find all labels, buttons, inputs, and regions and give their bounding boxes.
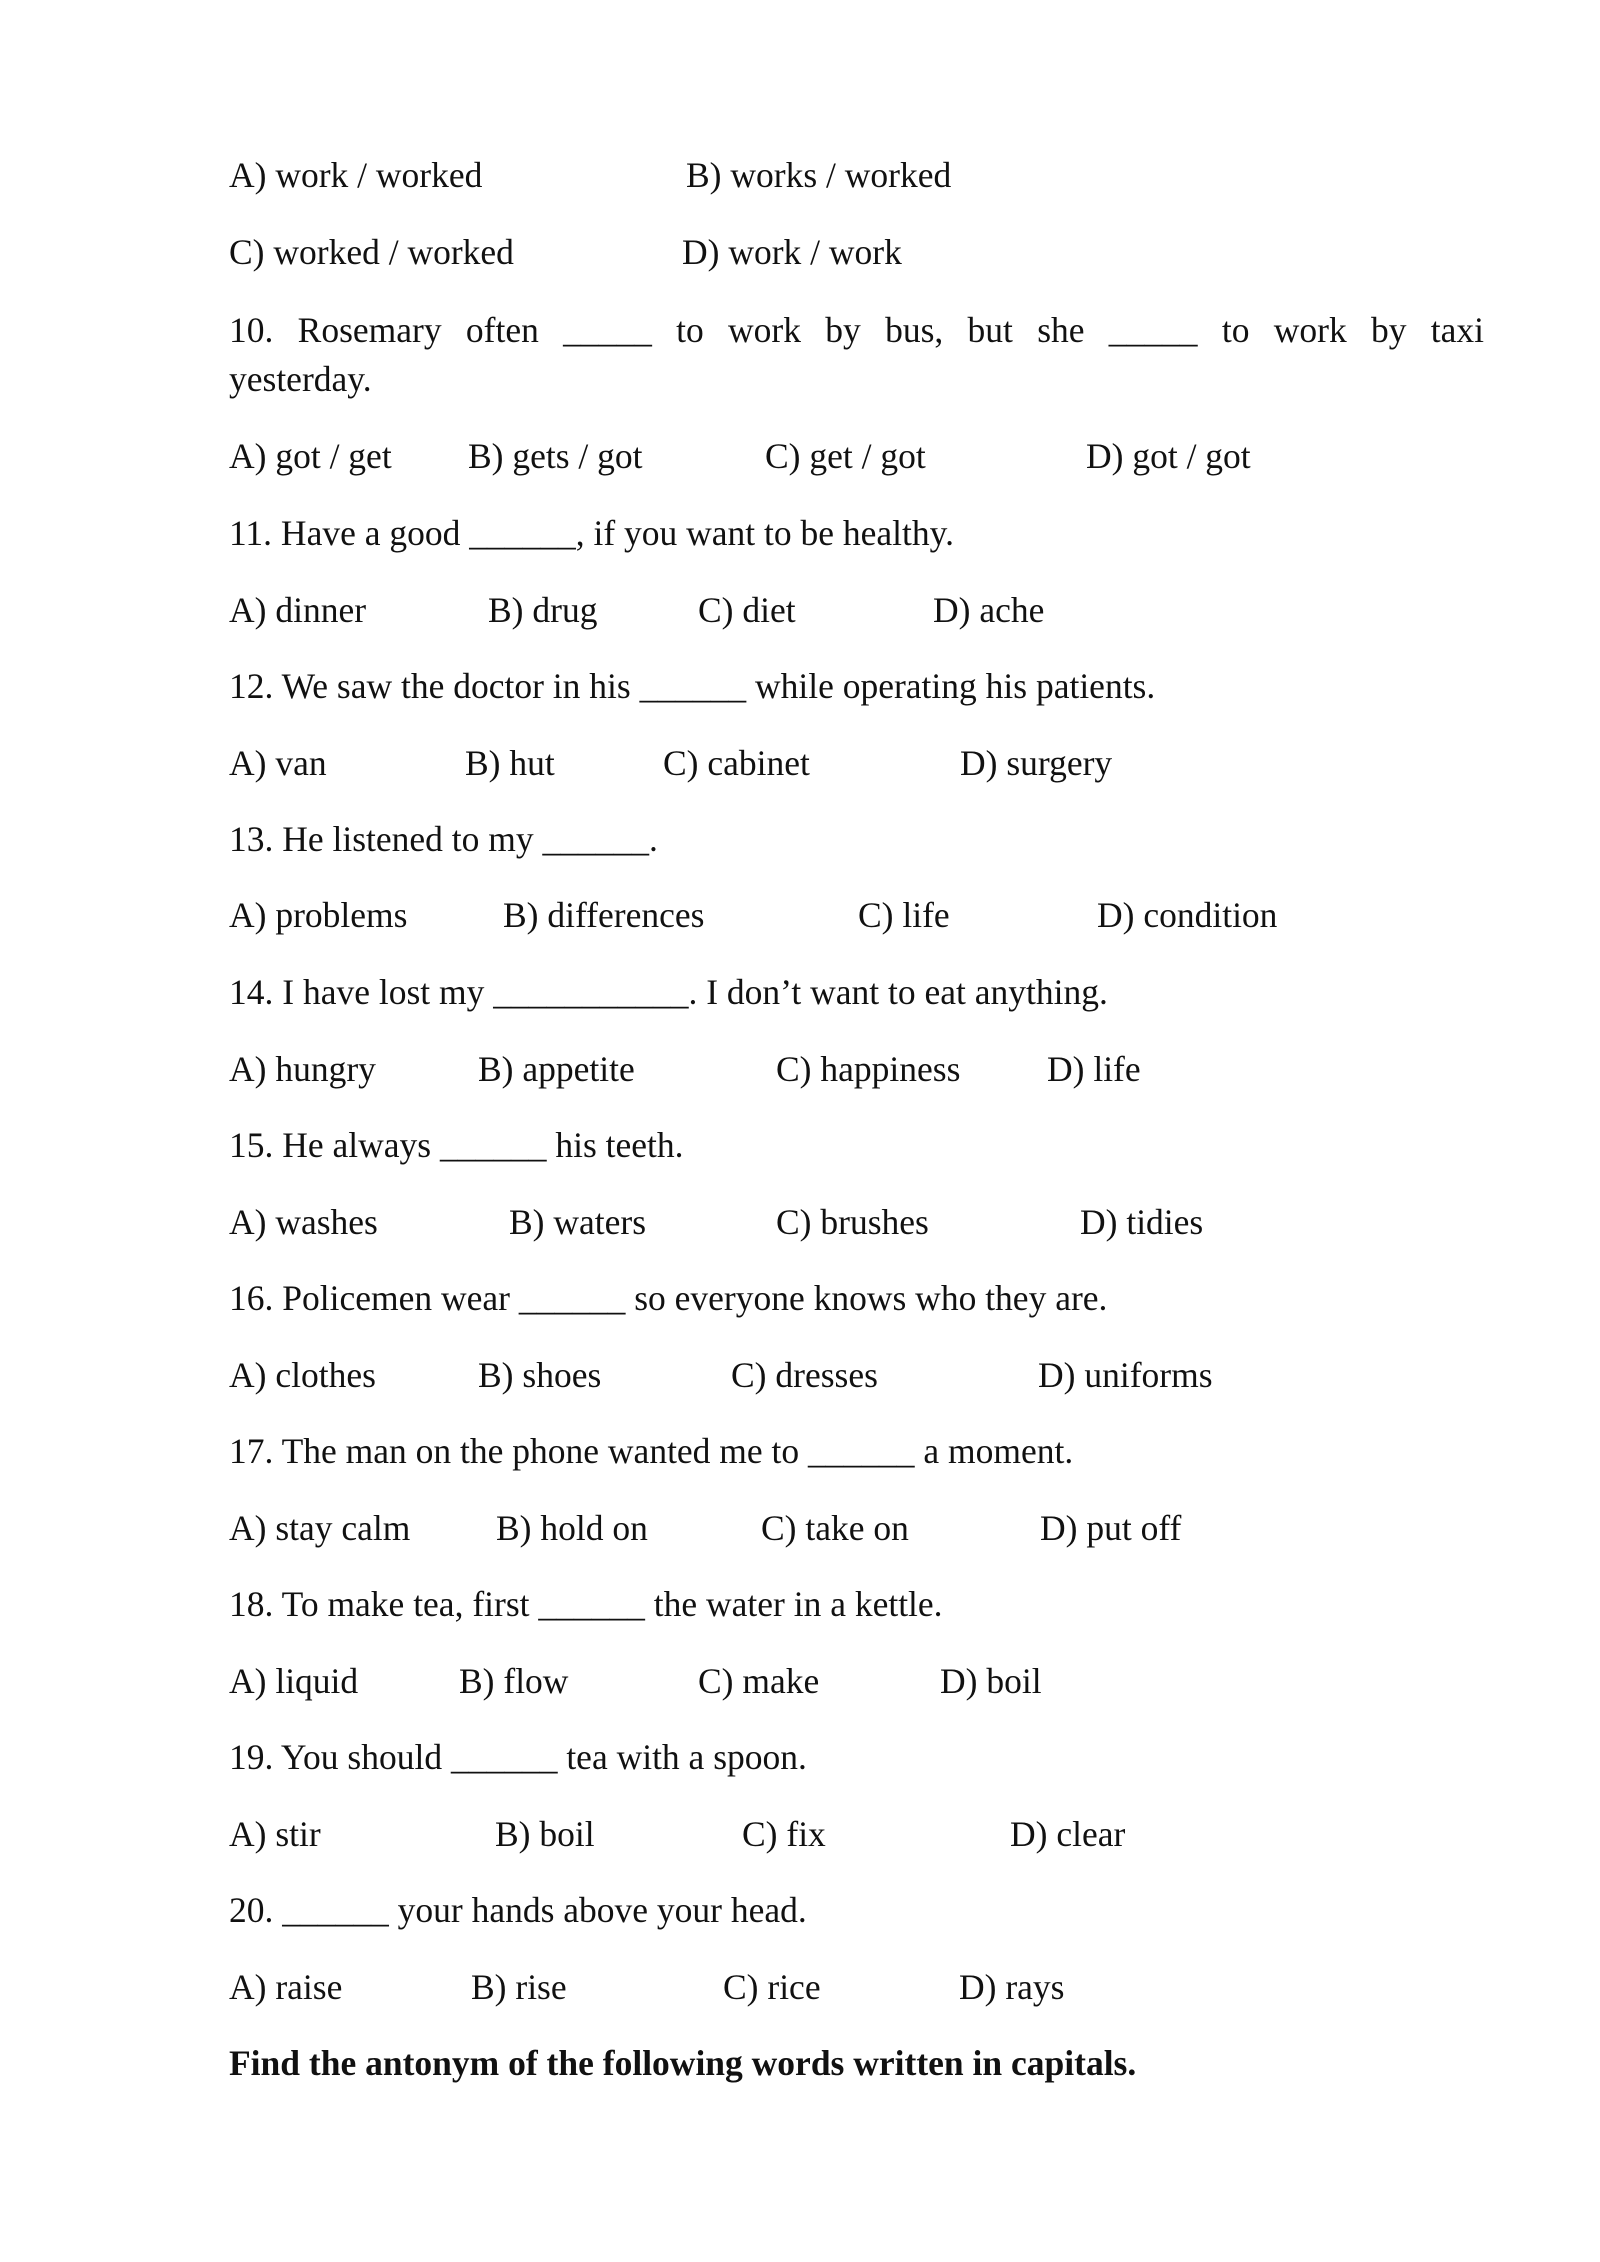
q10-question: 10. Rosemary often _____ to work by bus, but she _____ to work by taxi [229, 310, 1484, 350]
q13-option-d: D) condition [1097, 895, 1278, 935]
q15-option-c: C) brushes [776, 1202, 929, 1242]
q17-option-c: C) take on [761, 1508, 909, 1548]
q16-question: 16. Policemen wear ______ so everyone knows who they are. [229, 1278, 1108, 1318]
q12-option-a: A) van [229, 743, 327, 783]
q13-option-c: C) life [858, 895, 950, 935]
q20-option-c: C) rice [723, 1967, 821, 2007]
q16-option-a: A) clothes [229, 1355, 376, 1395]
q17-option-d: D) put off [1040, 1508, 1182, 1548]
q18-option-c: C) make [698, 1661, 820, 1701]
q10-option-a: A) got / get [229, 436, 392, 476]
q15-option-b: B) waters [509, 1202, 647, 1242]
q9-option-d: D) work / work [682, 232, 902, 272]
q15-question: 15. He always ______ his teeth. [229, 1125, 684, 1165]
q11-option-a: A) dinner [229, 590, 367, 630]
q19-option-c: C) fix [742, 1814, 826, 1854]
q19-option-d: D) clear [1010, 1814, 1126, 1854]
q14-question: 14. I have lost my ___________. I don’t want to eat anything. [229, 972, 1108, 1012]
q18-option-d: D) boil [940, 1661, 1042, 1701]
q18-option-a: A) liquid [229, 1661, 359, 1701]
q11-option-b: B) drug [488, 590, 598, 630]
q14-option-c: C) happiness [776, 1049, 961, 1089]
q18-question: 18. To make tea, first ______ the water in a kettle. [229, 1584, 943, 1624]
q10-option-c: C) get / got [765, 436, 926, 476]
q20-option-a: A) raise [229, 1967, 343, 2007]
q12-option-d: D) surgery [960, 743, 1113, 783]
q13-question: 13. He listened to my ______. [229, 819, 658, 859]
q16-option-b: B) shoes [478, 1355, 602, 1395]
q9-option-b: B) works / worked [686, 155, 952, 195]
q15-option-a: A) washes [229, 1202, 378, 1242]
q18-option-b: B) flow [459, 1661, 569, 1701]
q19-option-b: B) boil [495, 1814, 595, 1854]
q16-option-c: C) dresses [731, 1355, 878, 1395]
q12-question: 12. We saw the doctor in his ______ while operating his patients. [229, 666, 1156, 706]
q20-option-b: B) rise [471, 1967, 567, 2007]
q10-option-b: B) gets / got [468, 436, 643, 476]
q11-option-d: D) ache [933, 590, 1045, 630]
q12-option-b: B) hut [465, 743, 555, 783]
q10-option-d: D) got / got [1086, 436, 1251, 476]
q19-option-a: A) stir [229, 1814, 321, 1854]
q17-option-a: A) stay calm [229, 1508, 411, 1548]
q14-option-a: A) hungry [229, 1049, 376, 1089]
q10-question-continued: yesterday. [229, 359, 372, 399]
q19-question: 19. You should ______ tea with a spoon. [229, 1737, 807, 1777]
q9-option-a: A) work / worked [229, 155, 483, 195]
q9-option-c: C) worked / worked [229, 232, 514, 272]
q20-option-d: D) rays [959, 1967, 1065, 2007]
q13-option-a: A) problems [229, 895, 408, 935]
q17-question: 17. The man on the phone wanted me to ______ a moment. [229, 1431, 1074, 1471]
q17-option-b: B) hold on [496, 1508, 648, 1548]
q20-question: 20. ______ your hands above your head. [229, 1890, 807, 1930]
q15-option-d: D) tidies [1080, 1202, 1204, 1242]
section-heading: Find the antonym of the following words written in capitals. [229, 2043, 1137, 2083]
q14-option-b: B) appetite [478, 1049, 635, 1089]
q13-option-b: B) differences [503, 895, 705, 935]
q14-option-d: D) life [1047, 1049, 1141, 1089]
q16-option-d: D) uniforms [1038, 1355, 1213, 1395]
q11-question: 11. Have a good ______, if you want to be healthy. [229, 513, 954, 553]
q12-option-c: C) cabinet [663, 743, 810, 783]
q11-option-c: C) diet [698, 590, 796, 630]
